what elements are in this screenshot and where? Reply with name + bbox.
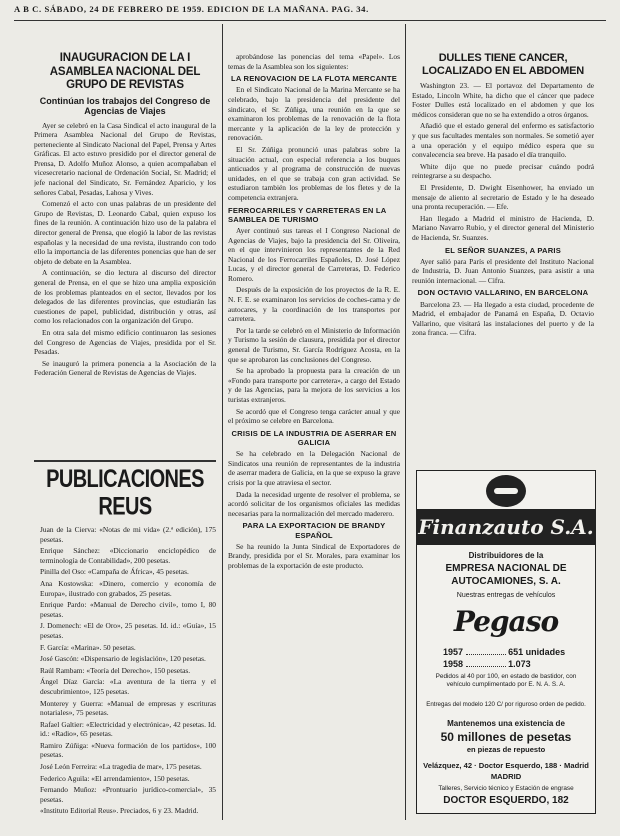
paragraph: Después de la exposición de los proyectos de la R. E. N. F. E. se examinaron los servicios de coches-cama y de autocares, y la coordinación de los transportes por carretera. <box>228 285 400 324</box>
column-3 <box>412 52 594 466</box>
page-header: A B C. SÁBADO, 24 DE FEBRERO DE 1959. EDICION DE LA MAÑANA. PAG. 34. <box>14 4 606 21</box>
paragraph: El Sr. Zúñiga pronunció unas palabras sobre la situación actual, con especial referencia a los buques anticuados y al programa de construcción de nuevas unidades, en el que se trabaja con gran actividad. Se estudiaron también los problemas de los fletes y de la competencia extranjera. <box>228 144 400 202</box>
paragraph: El Presidente, D. Dwight Eisenhower, ha enviado un mensaje de aliento al secretario de Estado y le ha deseado una pronta recuperación. — Efe. <box>412 182 594 212</box>
paragraph: Se ha celebrado en la Delegación Nacional de Sindicatos una reunión de representantes de la industria de aserrar madera de Galicia, en la que se expuso la grave crisis por la que atraviesa el sector. <box>228 449 400 487</box>
paragraph: Comenzó el acto con unas palabras de un presidente del Grupo de Revistas, D. Leonardo Cabal, quien expuso los fines de la reunión. A continuación hizo uso de la palabra el director general de Prensa, que elogió la labor de las revistas españolas y la necesidad de una revista, ilustrando con todo ello la importancia de las diferentes ponencias que han de ser objeto de debate en la Asamblea. <box>34 199 216 266</box>
column-2 <box>228 52 400 832</box>
ad-footer-sub: Talleres, Servicio técnico y Estación de engrase <box>438 785 574 792</box>
book-entry: F. García: «Marina». 50 pesetas. <box>40 642 136 652</box>
book-entry: José León Ferreira: «La tragedia de mar», 175 pesetas. <box>40 762 202 772</box>
paragraph: Ayer continuó sus tareas el I Congreso Nacional de Agencias de Viajes, bajo la presidencia del Sr. Oliveira, en el que intervinieron los representantes de la Red Nacional de los Ferrocarriles Españoles, D. José López Lucas, y el director general de Carreteras, D. Federico Romero. <box>228 225 400 283</box>
book-entry: Pinilla del Oso: «Campaña de África», 45 pesetas. <box>40 567 189 577</box>
paragraph: Se acordó que el Congreso tenga carácter anual y que el próximo se celebre en Barcelona. <box>228 406 400 426</box>
brand-logo: Finanzauto S.A. <box>418 515 594 539</box>
paragraph: aprobándose las ponencias del tema «Papel». Los temas de la Asamblea son los siguientes: <box>228 52 400 71</box>
ad-note: Pedidos al 40 por 100, en estado de bastidor, con vehículo cumplimentado por E. N. A. S. A. <box>435 673 577 688</box>
paragraph: Se inauguró la primera ponencia a la Asociación de la Federación General de Revistas de Agencias de Viajes. <box>34 358 216 378</box>
paragraph: Han llegado a Madrid el ministro de Hacienda, D. Mariano Navarro Rubio, y el director general del Ministerio de Hacienda, Sr. Suanzes. <box>412 213 594 242</box>
paragraph: Añadió que el estado general del enfermo es satisfactorio y que sus facultades mentales son normales. Se sometió ayer a una operación y el equipo médico espera que su convalecencia sea breve. Ha pasado el día tranquilo. <box>412 121 594 160</box>
book-entry: Federico Aguila: «El arrendamiento», 150 pesetas. <box>40 773 190 783</box>
paragraph: Ayer salió para París el presidente del Instituto Nacional de Industria, D. Juan Antonio Suanzes, para asistir a una reunión internacional. — Cifra. <box>412 256 594 285</box>
ad-stock-sub: en piezas de repuesto <box>466 745 546 754</box>
ad-footer: DOCTOR ESQUERDO, 182 <box>443 795 569 806</box>
paragraph: En el Sindicato Nacional de la Marina Mercante se ha celebrado, bajo la presidencia del presidente del sindicato, el Sr. Zúñiga, una reunión en la que se examinaron los problemas de la renovación de la flota mercante y la aplicación de la ley de protección y renovación. <box>228 85 400 143</box>
column-rule-2 <box>405 24 406 820</box>
units: 651 unidades <box>508 647 566 657</box>
paragraph: A continuación, se dio lectura al discurso del director general de Prensa, en el que se hizo una amplia exposición de los problemas planteados en el sector, llevados por los delegados de las diferentes provincias, que estudiarán las cuestiones de papel, publicidad, distribución y otras, así como los relacionados con la organización del Grupo. <box>34 268 216 326</box>
book-entry: Enrique Pardo: «Manual de Derecho civil», tomo I, 80 pesetas. <box>40 600 216 619</box>
book-entry: José Gascón: «Dispensario de legislación», 120 pesetas. <box>40 654 206 664</box>
year: 1958 <box>443 659 464 669</box>
ad-city: MADRID <box>490 772 522 781</box>
section-divider <box>34 460 216 462</box>
book-entry: Ramiro Zúñiga: «Nueva formación de los partidos», 100 pesetas. <box>40 740 216 760</box>
ad-amount: 50 millones de pesetas <box>440 730 572 744</box>
book-entry: Rafael Galtier: «Electricidad y electrónica», 42 pesetas. Id. id.: «Radio», 65 pesetas. <box>40 719 216 739</box>
deliveries-1957 <box>423 647 609 658</box>
book-entry: Fernando Muñoz: «Prontuario jurídico-comercial», 35 pesetas. <box>40 785 216 804</box>
book-entry: Ana Kostowska: «Dinero, comercio y economía de Europa», ilustrado con grabados, 25 pesetas. <box>40 578 216 598</box>
heading-suanzes: EL SEÑOR SUANZES, A PARIS <box>445 245 561 255</box>
heading-flota-mercante: LA RENOVACION DE LA FLOTA MERCANTE <box>231 74 397 84</box>
ad-stock-line: Mantenemos una existencia de <box>447 719 565 728</box>
book-entry: J. Domenech: «El de Oro», 25 pesetas. Id. id.: «Guía», 15 pesetas. <box>40 621 216 640</box>
book-entry: Juan de la Cierva: «Notas de mi vida» (2.ª edición), 175 pesetas. <box>40 525 216 544</box>
headline-asamblea: INAUGURACION DE LA I ASAMBLEA NACIONAL DEL GRUPO DE REVISTAS <box>49 52 201 91</box>
book-entry: «Instituto Editorial Reus». Preciados, 6 y 23. Madrid. <box>40 806 199 816</box>
emblem-icon <box>486 475 526 507</box>
book-entry: Raúl Rambam: «Teoría del Derecho», 150 pesetas. <box>40 665 191 675</box>
year: 1957 <box>443 647 464 657</box>
finanzauto-advertisement <box>416 470 596 814</box>
heading-brandy: PARA LA EXPORTACION DE BRANDY ESPAÑOL <box>242 521 386 540</box>
paragraph: Se ha reunido la Junta Sindical de Exportadores de Brandy, presidida por el Sr. Morales, para examinar los problemas de la exportación de este producto. <box>228 541 400 570</box>
paragraph: Barcelona 23. — Ha llegado a esta ciudad, procedente de Madrid, el embajador de Panamá en España, D. Octavio Vallarino, que visitará las instalaciones del puerto y de la zona franca. — Cifra. <box>412 299 594 338</box>
paragraph: Ayer se celebró en la Casa Sindical el acto inaugural de la Primera Asamblea Nacional del Grupo de Revistas, perteneciente al Sindicato Nacional del Papel, Prensa y Artes Gráficas. El acto estuvo presidido por el director general de Prensa, D. Adolfo Muñoz Alonso, a quien acompañaban el vicesecretario nacional de Ordenación Social, Sr. Madrid; el jefe nacional del Sindicato, Sr. Fernández Aparicio, y los señores Cabal, Pesadas, Lahosa y Vives. <box>34 120 216 197</box>
heading-ferrocarriles: FERROCARRILES Y CARRETERAS EN LA SAMBLEA DE TURISMO <box>228 205 387 224</box>
headline-dulles: DULLES TIENE CANCER, LOCALIZADO EN EL ABDOMEN <box>421 52 585 77</box>
column-rule-1 <box>222 24 223 820</box>
book-entry: Monterey y Guerra: «Manual de empresas y escrituras notariales», 75 pesetas. <box>40 698 216 718</box>
paragraph: Washington 23. — El portavoz del Departamento de Estado, Lincoln White, ha dicho que el cáncer que padece Foster Dulles está localizado en el abdomen y que los médicos consideran que no se ha extendido a otros órganos. <box>412 81 594 119</box>
subheadline-agencias: Continúan los trabajos del Congreso de Agencias de Viajes <box>39 95 211 116</box>
paragraph: White dijo que no puede precisar cuándo podrá reintegrarse a su despacho. <box>412 161 594 181</box>
deliveries-1958 <box>423 659 609 670</box>
ad-line: AUTOCAMIONES, S. A. <box>451 576 561 587</box>
ad-address: Velázquez, 42 · Doctor Esquerdo, 188 · Madrid <box>423 761 589 770</box>
heading-vallarino: DON OCTAVIO VALLARINO, EN BARCELONA <box>417 288 589 298</box>
book-entry: Ángel Díaz García: «La aventura de la tierra y el descubrimiento», 125 pesetas. <box>40 677 216 696</box>
paragraph: En otra sala del mismo edificio continuaron las sesiones del Congreso de Agencias de Viajes, presidida por el Sr. Pesadas. <box>34 327 216 357</box>
ad-hint: Entregas del modelo 120 C/ por riguroso orden de pedido. <box>426 701 586 708</box>
ad-line: Nuestras entregas de vehículos <box>456 592 556 599</box>
ad-title-publicaciones-reus: PUBLICACIONES REUS <box>46 465 204 521</box>
book-entry: Enrique Sánchez: «Diccionario enciclopédico de terminología de Contabilidad», 200 pesetas. <box>40 546 216 565</box>
ad-line: Distribuidores de la <box>468 551 544 560</box>
pegaso-logo: Pegaso <box>453 605 559 638</box>
paragraph: Dada la necesidad urgente de resolver el problema, se acordó solicitar de los organismos oficiales las medidas necesarias para la normalización del mercado maderero. <box>228 489 400 518</box>
paragraph: Por la tarde se celebró en el Ministerio de Información y Turismo la sesión de clausura, presidida por el director general de Turismo, Sr. García Rodríguez Acosta, en la que se aprobaron las conclusiones del Congreso. <box>228 325 400 364</box>
ad-line: EMPRESA NACIONAL DE <box>445 563 567 574</box>
units: 1.073 <box>508 659 531 669</box>
heading-crisis-aserrar: CRISIS DE LA INDUSTRIA DE ASERRAR EN GALICIA <box>231 428 397 447</box>
column-1 <box>34 52 216 832</box>
paragraph: Se ha aprobado la propuesta para la creación de un «Fondo para transporte por carretera», a cargo del Estado y de las Agencias, para la mejora de los servicios a los turistas extranjeros. <box>228 366 400 405</box>
